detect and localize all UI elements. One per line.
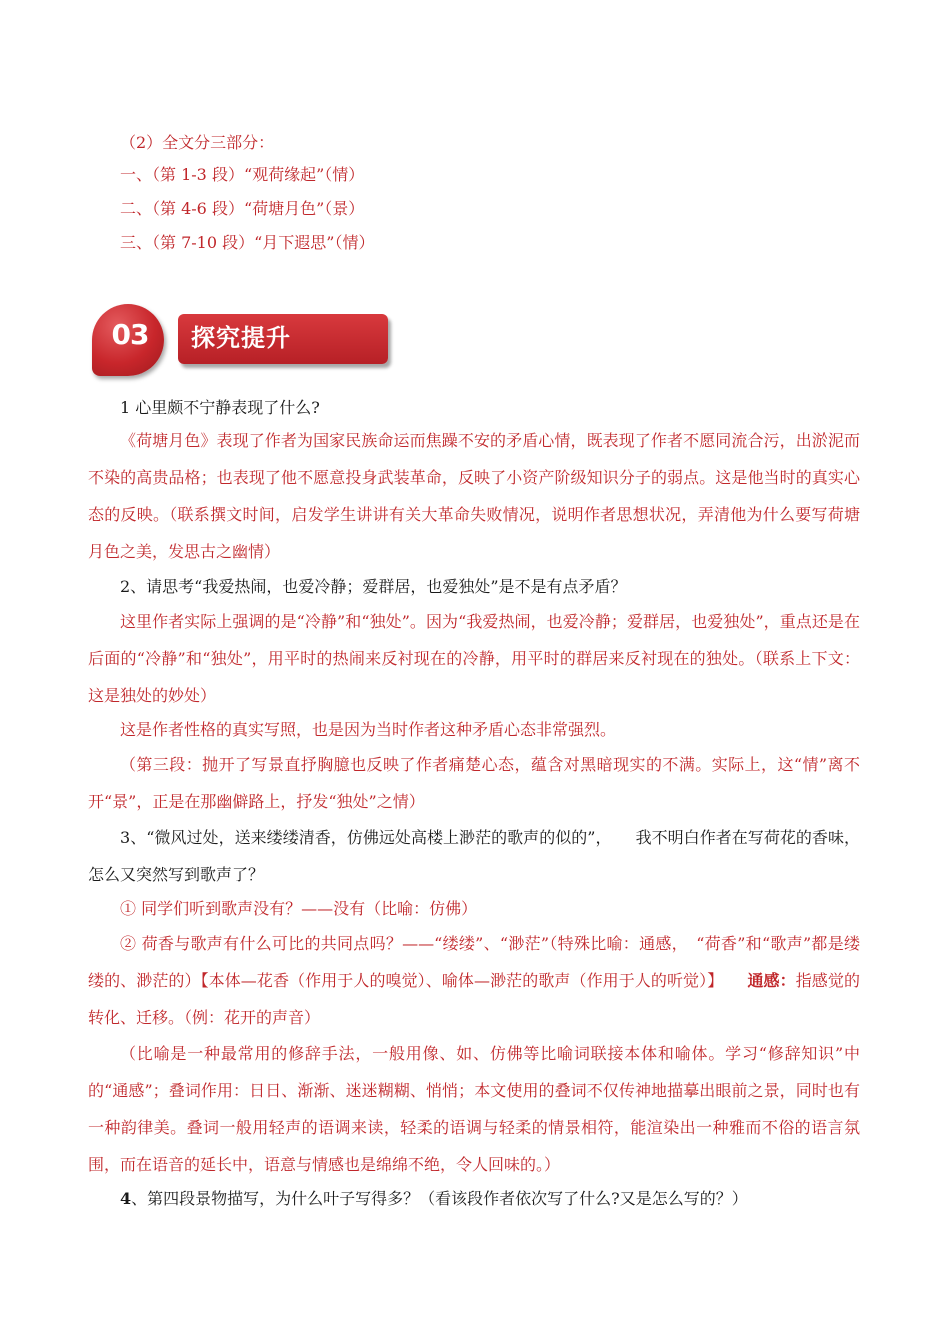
answer-3-point-1: ① 同学们听到歌声没有？——没有（比喻：仿佛） <box>120 899 478 918</box>
answer-2-main: 这里作者实际上强调的是“冷静”和“独处”。因为“我爱热闹，也爱冷静；爱群居，也爱独处”，重点还是在后面的“冷静”和“独处”，用平时的热闹来反衬现在的冷静，用平时的群居来反衬现在的独处。（联系上下文：这是独处的妙处） <box>88 612 860 705</box>
question-3: 3、“微风过处，送来缕缕清香，仿佛远处高楼上渺茫的歌声的似的”， 我不明白作者在写荷花的香味，怎么又突然写到歌声了？ <box>88 828 860 884</box>
answer-3-point-2 <box>88 925 860 1036</box>
answer-3-point-2-bracket: 【本体—花香（作用于人的嗅觉）、喻体—渺茫的歌声（作用于人的听觉）】 <box>200 971 716 990</box>
answer-2-character: 这是作者性格的真实写照，也是因为当时作者这种矛盾心态非常强烈。 <box>120 720 617 739</box>
answer-1: 《荷塘月色》表现了作者为国家民族命运而焦躁不安的矛盾心情，既表现了作者不愿同流合污，出淤泥而不染的高贵品格；也表现了他不愿意投身武装革命，反映了小资产阶级知识分子的弱点。这是他当时的真实心态的反映。（联系撰文时间，启发学生讲讲有关大革命失败情况，说明作者思想状况，弄清他为什么要写荷塘月色之美，发思古之幽情） <box>88 431 860 561</box>
outline-part-2: 二、（第 4-6 段）“荷塘月色”（景） <box>120 199 365 218</box>
answer-2-note: （第三段：抛开了写景直抒胸臆也反映了作者痛楚心态，蕴含对黑暗现实的不满。实际上，这“情”离不开“景”，正是在那幽僻路上，抒发“独处”之情） <box>88 755 860 811</box>
section-title: 探究提升 <box>191 324 291 352</box>
section-badge <box>92 304 392 370</box>
synesthesia-definition: 指感觉的转化、迁移。（例：花开的声音） <box>88 971 860 1027</box>
question-4-text: 、第四段景物描写，为什么叶子写得多？（看该段作者依次写了什么?又是怎么写的？） <box>131 1189 748 1208</box>
outline-part-1: 一、（第 1-3 段）“观荷缘起”（情） <box>120 165 365 184</box>
outline-part-3: 三、（第 7-10 段）“月下遐思”（情） <box>120 233 375 252</box>
section-number: 03 <box>111 318 149 351</box>
question-1: 1 心里颇不宁静表现了什么? <box>120 398 320 417</box>
question-2: 2、请思考“我爱热闹，也爱冷静；爱群居，也爱独处”是不是有点矛盾？ <box>120 577 627 596</box>
synesthesia-term: 通感： <box>747 971 796 990</box>
question-4 <box>88 1180 860 1217</box>
outline-heading: （2）全文分三部分： <box>120 133 275 152</box>
answer-3-note: （比喻是一种最常用的修辞手法，一般用像、如、仿佛等比喻词联接本体和喻体。学习“修辞知识”中的“通感”；叠词作用：日日、渐渐、迷迷糊糊、悄悄；本文使用的叠词不仅传神地描摹出眼前之景，同时也有一种韵律美。叠词一般用轻声的语调来读，轻柔的语调与轻柔的情景相符，能渲染出一种雅而不俗的语言氛围，而在语音的延长中，语意与情感也是绵绵不绝，令人回味的。） <box>88 1044 860 1174</box>
answer-3-point-2-text: ② 荷香与歌声有什么可比的共同点吗？——“缕缕”、“渺茫”（特殊比喻：通感， “荷香”和“歌声”都是缕缕的、渺茫的） <box>88 934 860 990</box>
question-4-number: 4 <box>120 1189 132 1208</box>
